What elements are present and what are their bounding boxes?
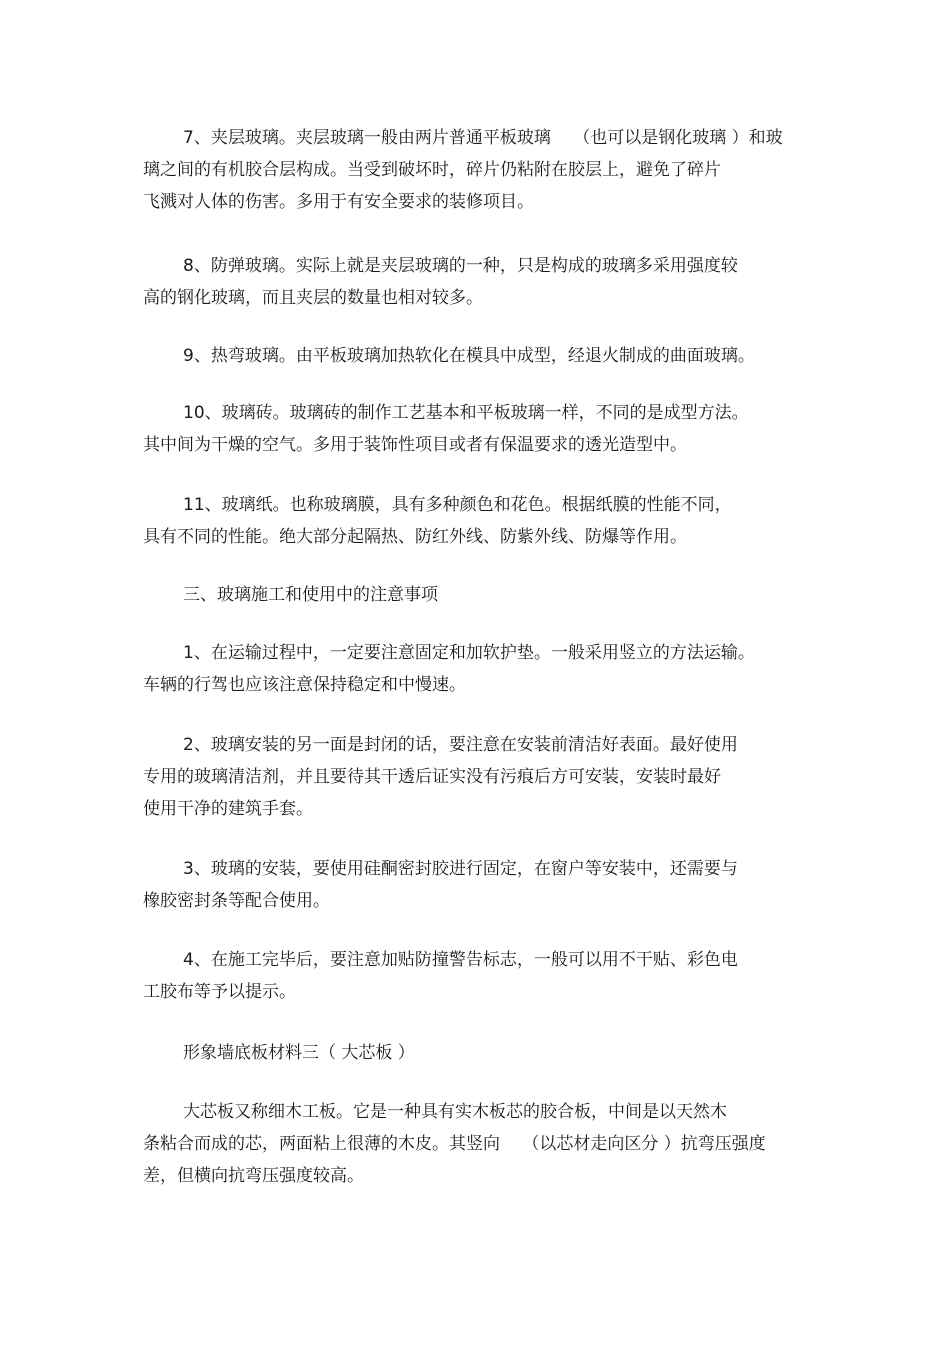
text-line: 大芯板又称细木工板。它是一种具有实木板芯的胶合板，中间是以天然木 bbox=[183, 1102, 727, 1122]
text-line: 2、玻璃安装的另一面是封闭的话，要注意在安装前清洁好表面。最好使用 bbox=[183, 735, 738, 755]
paragraph-installation bbox=[143, 853, 823, 917]
text-line: 条粘合而成的芯，两面粘上很薄的木皮。其竖向 （以芯材走向区分 ）抗弯压强度 bbox=[143, 1134, 766, 1154]
text-line: 10、玻璃砖。玻璃砖的制作工艺基本和平板玻璃一样，不同的是成型方法。 bbox=[183, 403, 749, 423]
text-line: 专用的玻璃清洁剂，并且要待其干透后证实没有污痕后方可安装，安装时最好 bbox=[143, 767, 721, 787]
paragraph-cleaning bbox=[143, 729, 823, 825]
text-line: 其中间为干燥的空气。多用于装饰性项目或者有保温要求的透光造型中。 bbox=[143, 435, 687, 455]
text-line: 11、玻璃纸。也称玻璃膜，具有多种颜色和花色。根据纸膜的性能不同， bbox=[183, 495, 732, 515]
paragraph-warning-signs bbox=[143, 944, 823, 1008]
section-heading-construction-notes bbox=[143, 579, 823, 611]
text-line: 橡胶密封条等配合使用。 bbox=[143, 891, 330, 911]
text-line: 差，但横向抗弯压强度较高。 bbox=[143, 1166, 364, 1186]
text-line: 具有不同的性能。绝大部分起隔热、防红外线、防紫外线、防爆等作用。 bbox=[143, 527, 687, 547]
text-line: 车辆的行驾也应该注意保持稳定和中慢速。 bbox=[143, 675, 466, 695]
paragraph-blockboard bbox=[143, 1096, 823, 1192]
paragraph-glass-film bbox=[143, 489, 823, 553]
text-line: 3、玻璃的安装，要使用硅酮密封胶进行固定，在窗户等安装中，还需要与 bbox=[183, 859, 738, 879]
text-line: 璃之间的有机胶合层构成。当受到破坏时，碎片仍粘附在胶层上，避免了碎片 bbox=[143, 160, 721, 180]
text-line: 8、防弹玻璃。实际上就是夹层玻璃的一种，只是构成的玻璃多采用强度较 bbox=[183, 256, 738, 276]
text-line: 高的钢化玻璃，而且夹层的数量也相对较多。 bbox=[143, 288, 483, 308]
text-line: 9、热弯玻璃。由平板玻璃加热软化在模具中成型，经退火制成的曲面玻璃。 bbox=[183, 346, 755, 366]
text-line: 4、在施工完毕后，要注意加贴防撞警告标志，一般可以用不干贴、彩色电 bbox=[183, 950, 738, 970]
heading-text: 三、玻璃施工和使用中的注意事项 bbox=[183, 585, 438, 605]
paragraph-bent-glass bbox=[143, 340, 823, 372]
text-line: 飞溅对人体的伤害。多用于有安全要求的装修项目。 bbox=[143, 192, 534, 212]
paragraph-bulletproof-glass bbox=[143, 250, 823, 314]
paragraph-glass-brick bbox=[143, 397, 823, 461]
paragraph-transport bbox=[143, 637, 823, 701]
text-line: 1、在运输过程中，一定要注意固定和加软护垫。一般采用竖立的方法运输。 bbox=[183, 643, 755, 663]
section-heading-blockboard bbox=[143, 1037, 823, 1069]
heading-text: 形象墙底板材料三（ 大芯板 ） bbox=[183, 1043, 415, 1063]
text-line: 工胶布等予以提示。 bbox=[143, 982, 296, 1002]
text-line: 使用干净的建筑手套。 bbox=[143, 799, 313, 819]
paragraph-laminated-glass bbox=[143, 122, 823, 218]
text-line: 7、夹层玻璃。夹层玻璃一般由两片普通平板玻璃 （也可以是钢化玻璃 ）和玻 bbox=[183, 128, 783, 148]
